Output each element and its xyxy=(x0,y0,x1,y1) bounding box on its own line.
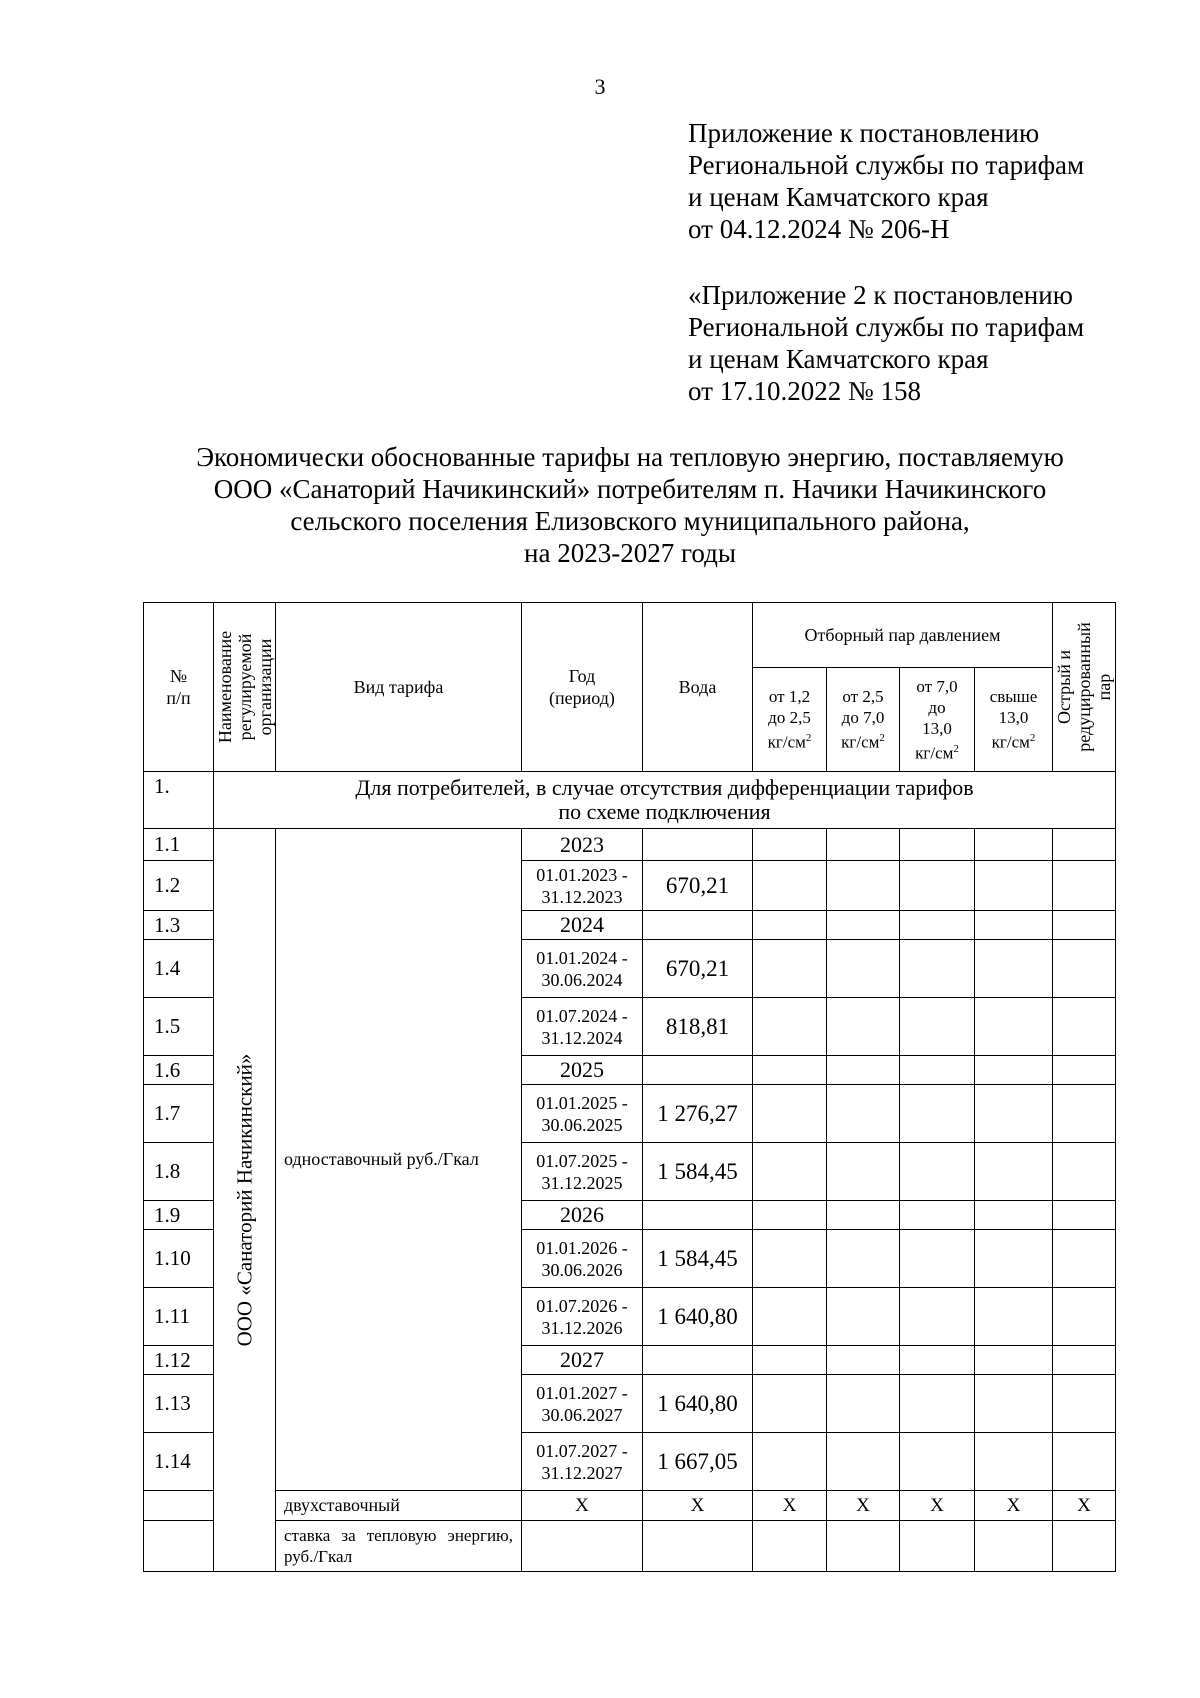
period: 01.01.2027 - 30.06.2027 xyxy=(522,1375,643,1433)
row-num: 1.6 xyxy=(144,1056,214,1085)
row-num: 1.13 xyxy=(144,1375,214,1433)
appendix-line: «Приложение 2 к постановлению xyxy=(688,280,1073,310)
period: 01.01.2026 - 30.06.2026 xyxy=(522,1230,643,1288)
water-value: 1 276,27 xyxy=(643,1085,753,1143)
appendix-line: от 17.10.2022 № 158 xyxy=(688,376,921,406)
water-value: 1 640,80 xyxy=(643,1288,753,1346)
period: 01.07.2025 - 31.12.2025 xyxy=(522,1143,643,1201)
row-num: 1.7 xyxy=(144,1085,214,1143)
title-line: на 2023-2027 годы xyxy=(524,538,736,568)
water-value xyxy=(643,911,753,940)
row-num: 1.10 xyxy=(144,1230,214,1288)
appendix-line: Региональной службы по тарифам xyxy=(688,312,1085,342)
x-mark: Х xyxy=(900,1491,975,1521)
energy-rate-row xyxy=(144,1521,1116,1572)
period: 01.07.2024 - 31.12.2024 xyxy=(522,998,643,1056)
water-value: 670,21 xyxy=(643,861,753,911)
tariff-table xyxy=(143,602,1116,1572)
water-value xyxy=(643,829,753,861)
title-line: ООО «Санаторий Начикинский» потребителям п. Начики Начикинского xyxy=(213,474,1047,504)
period: 01.01.2023 - 31.12.2023 xyxy=(522,861,643,911)
appendix-line: и ценам Камчатского края xyxy=(688,182,989,212)
row-num: 1.2 xyxy=(144,861,214,911)
water-value xyxy=(643,1346,753,1375)
water-value: 818,81 xyxy=(643,998,753,1056)
two-rate-label: двухставочный xyxy=(276,1491,522,1521)
period: 2023 xyxy=(522,829,643,861)
page-number: 3 xyxy=(594,74,606,99)
water-value: 1 584,45 xyxy=(643,1143,753,1201)
x-mark: Х xyxy=(753,1491,827,1521)
appendix-line: Региональной службы по тарифам xyxy=(688,150,1085,180)
header-year: Год (период) xyxy=(522,603,643,772)
x-mark: Х xyxy=(975,1491,1053,1521)
period: 01.07.2027 - 31.12.2027 xyxy=(522,1433,643,1491)
water-value xyxy=(643,1056,753,1085)
header-pressure-4: свыше 13,0 $кг/см^2$ xyxy=(975,668,1053,772)
period: 01.01.2025 - 30.06.2025 xyxy=(522,1085,643,1143)
appendix-line: Приложение к постановлению xyxy=(688,118,1040,148)
period: 2026 xyxy=(522,1201,643,1230)
header-pressure-1: от 1,2 до 2,5 $кг/см^2$ xyxy=(753,668,827,772)
header-pressure-3: от 7,0 до 13,0 $кг/см^2$ xyxy=(900,668,975,772)
row-num: 1.14 xyxy=(144,1433,214,1491)
header-water: Вода xyxy=(643,603,753,772)
appendix-line: и ценам Камчатского края xyxy=(688,344,989,374)
row-num: 1.1 xyxy=(144,829,214,861)
header-pressure-2: от 2,5 до 7,0 $кг/см^2$ xyxy=(827,668,900,772)
organization-name: ООО «Санаторий Начикинский» xyxy=(232,1053,256,1347)
appendix-line: от 04.12.2024 № 206-Н xyxy=(688,214,950,244)
one-rate-label: одноставочный руб./Гкал xyxy=(276,829,522,1491)
period: 2027 xyxy=(522,1346,643,1375)
period: 2024 xyxy=(522,911,643,940)
table-row xyxy=(144,829,1116,861)
water-value xyxy=(643,1201,753,1230)
header-sharp-steam: Острый и редуцированный пар xyxy=(1053,603,1116,772)
water-value: 1 584,45 xyxy=(643,1230,753,1288)
appendix-current-header xyxy=(688,117,1084,245)
x-mark: Х xyxy=(1053,1491,1116,1521)
appendix-previous-header xyxy=(688,279,1084,407)
energy-rate-label: ставка за тепловую энергию, руб./Гкал xyxy=(276,1521,522,1572)
row-num: 1.9 xyxy=(144,1201,214,1230)
header-num: № п/п xyxy=(144,603,214,772)
section-title: Для потребителей, в случае отсутствия дифференциации тарифов по схеме подключения xyxy=(214,772,1116,829)
water-value: 1 667,05 xyxy=(643,1433,753,1491)
water-value: 1 640,80 xyxy=(643,1375,753,1433)
row-num: 1.11 xyxy=(144,1288,214,1346)
two-rate-row xyxy=(144,1491,1116,1521)
period: 01.01.2024 - 30.06.2024 xyxy=(522,940,643,998)
title-line: Экономически обоснованные тарифы на тепловую энергию, поставляемую xyxy=(196,442,1064,472)
x-mark: Х xyxy=(643,1491,753,1521)
row-num: 1.3 xyxy=(144,911,214,940)
period: 2025 xyxy=(522,1056,643,1085)
section-num: 1. xyxy=(144,772,214,829)
header-organization: Наименование регулируемой организации xyxy=(214,603,276,772)
document-title xyxy=(60,441,1200,569)
organization-cell xyxy=(214,829,276,1572)
x-mark: Х xyxy=(827,1491,900,1521)
x-mark: Х xyxy=(522,1491,643,1521)
water-value: 670,21 xyxy=(643,940,753,998)
header-steam-group: Отборный пар давлением xyxy=(753,603,1053,668)
title-line: сельского поселения Елизовского муниципального района, xyxy=(290,506,970,536)
period: 01.07.2026 - 31.12.2026 xyxy=(522,1288,643,1346)
row-num: 1.4 xyxy=(144,940,214,998)
header-tariff-kind: Вид тарифа xyxy=(276,603,522,772)
row-num: 1.8 xyxy=(144,1143,214,1201)
row-num: 1.12 xyxy=(144,1346,214,1375)
row-num: 1.5 xyxy=(144,998,214,1056)
